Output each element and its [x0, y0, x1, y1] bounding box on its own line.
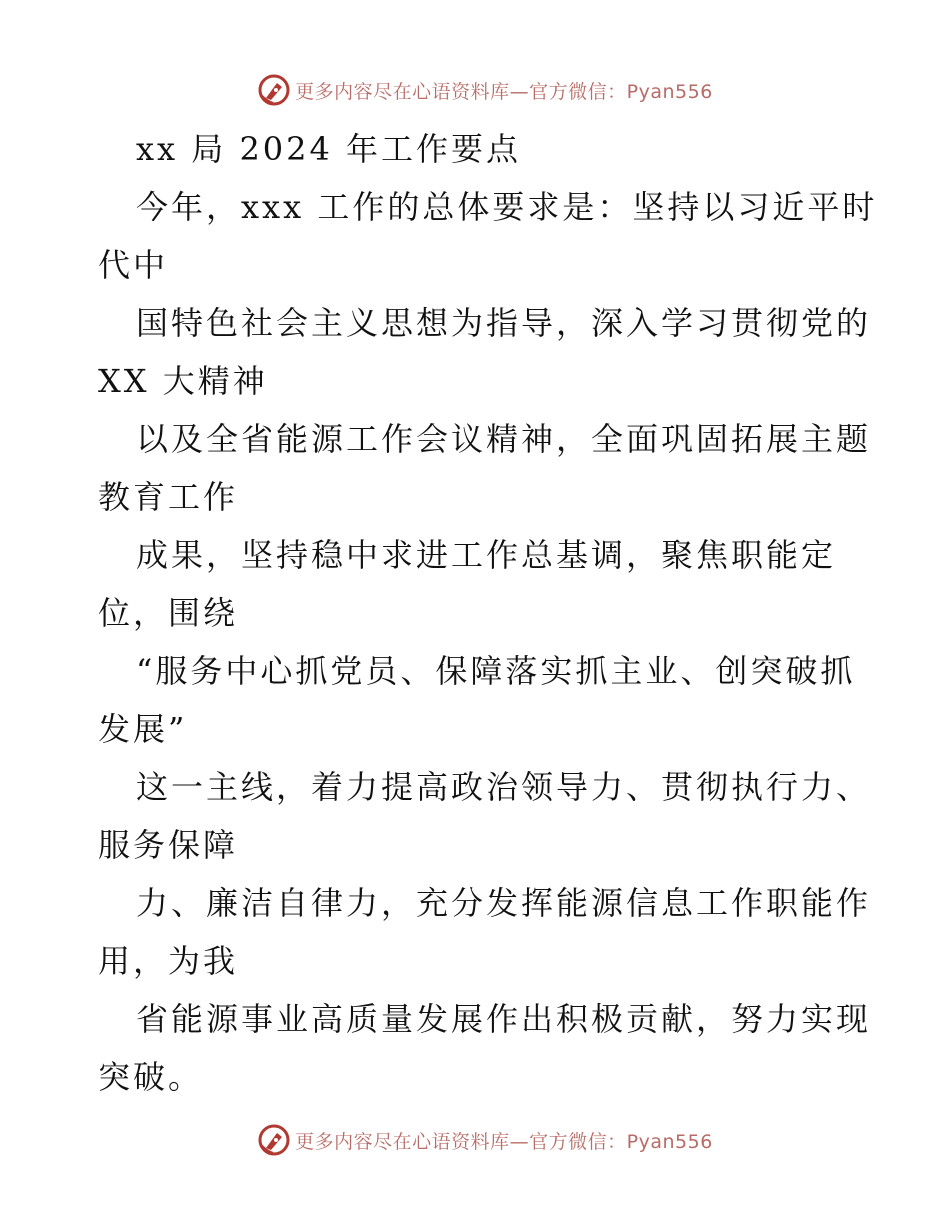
- watermark-content: [257, 73, 713, 107]
- paragraph-line: 教育工作: [98, 478, 239, 516]
- paragraph-line: 位，围绕: [98, 594, 239, 632]
- header-watermark-banner: [0, 70, 950, 110]
- paragraph-line: 今年，xxx 工作的总体要求是：坚持以习近平时: [136, 188, 878, 226]
- document-title: xx 局 2024 年工作要点: [136, 130, 522, 168]
- paragraph-line: 国特色社会主义思想为指导，深入学习贯彻党的: [136, 304, 872, 342]
- paragraph-line: 省能源事业高质量发展作出积极贡献，努力实现: [136, 1000, 872, 1038]
- document-body: [98, 120, 878, 1106]
- paragraph-line: “服务中心抓党员、保障落实抓主业、创突破抓: [136, 652, 856, 690]
- paragraph-line: 代中: [98, 246, 169, 284]
- paragraph-line: XX 大精神: [98, 362, 268, 400]
- pen-nib-logo-icon: [257, 73, 291, 107]
- paragraph-line: 以及全省能源工作会议精神，全面巩固拓展主题: [136, 420, 872, 458]
- watermark-text: 更多内容尽在心语资料库—官方微信：Pyan556: [295, 1130, 713, 1153]
- paragraph-line: 力、廉洁自律力，充分发挥能源信息工作职能作: [136, 884, 872, 922]
- paragraph-line: 服务保障: [98, 826, 239, 864]
- paragraph-line: 用，为我: [98, 942, 239, 980]
- pen-nib-logo-icon: [257, 1123, 291, 1157]
- paragraph-line: 这一主线，着力提高政治领导力、贯彻执行力、: [136, 768, 872, 806]
- footer-watermark-banner: [0, 1120, 950, 1160]
- paragraph-line: 成果，坚持稳中求进工作总基调，聚焦职能定: [136, 536, 837, 574]
- paragraph-line: 发展”: [98, 710, 188, 748]
- watermark-text: 更多内容尽在心语资料库—官方微信：Pyan556: [295, 80, 713, 103]
- watermark-content: [257, 1123, 713, 1157]
- paragraph-line: 突破。: [98, 1058, 204, 1096]
